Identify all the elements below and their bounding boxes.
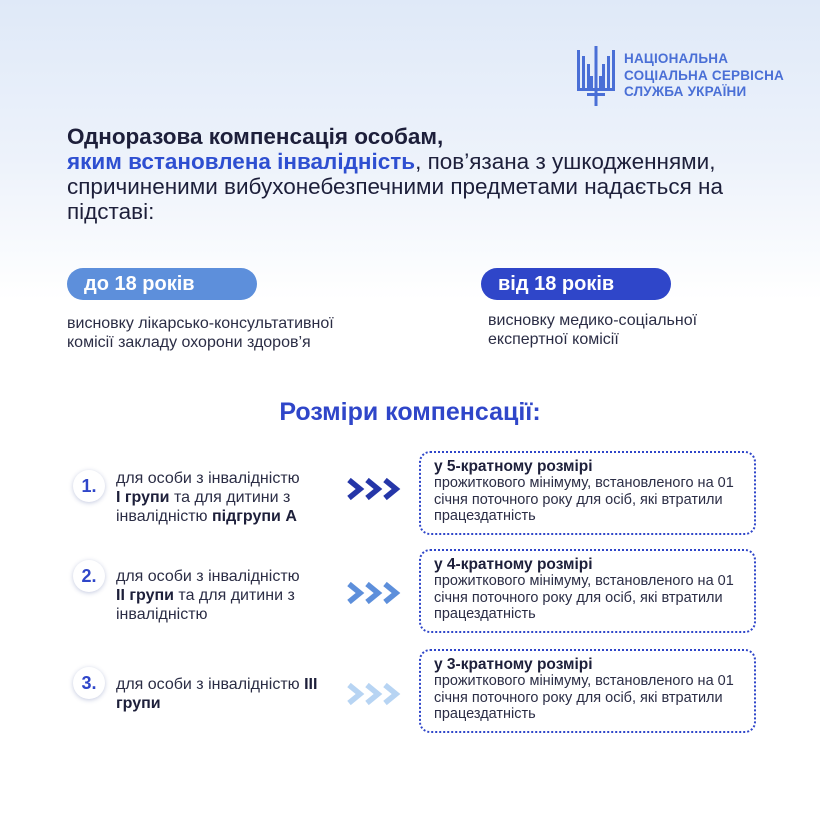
recipient-text	[116, 469, 346, 526]
logo	[576, 46, 784, 106]
recipient-text-part: та для дитини з інвалідністю	[116, 489, 291, 525]
recipient-text	[116, 567, 346, 624]
number-badge: 1.	[73, 470, 105, 502]
compensation-amount: у 3-кратному розмірі	[434, 656, 593, 673]
logo-line: СЛУЖБА УКРАЇНИ	[624, 84, 747, 100]
compensation-amount: у 4-кратному розмірі	[434, 556, 593, 573]
compensation-row-1	[0, 451, 820, 535]
headline	[67, 124, 757, 224]
section-title: Розміри компенсації:	[279, 398, 541, 426]
trident-icon	[576, 46, 616, 106]
recipient-group: II групи	[116, 587, 174, 604]
compensation-box	[419, 549, 756, 633]
recipient-text-part: для особи з інвалідністю	[116, 676, 305, 693]
recipient-group: I групи	[116, 489, 170, 506]
triple-chevron-icon	[346, 581, 404, 605]
compensation-description: прожиткового мінімуму, встановленого на 01 січня поточного року для осіб, які втратили працездатність	[434, 673, 734, 722]
triple-chevron-icon	[346, 477, 404, 501]
note-line: висновку медико-соціальної	[488, 312, 698, 329]
number-badge: 2.	[73, 560, 105, 592]
note-line: висновку лікарсько-консультативної	[67, 315, 334, 332]
recipient-group: III групи	[116, 676, 318, 712]
note-line: експертної комісії	[488, 331, 619, 348]
headline-part-1: Одноразова компенсація особам,	[67, 124, 444, 149]
compensation-description: прожиткового мінімуму, встановленого на 01 січня поточного року для осіб, які втратили працездатність	[434, 475, 734, 524]
compensation-box	[419, 649, 756, 733]
triple-chevron-icon	[346, 682, 404, 706]
recipient-text-part: для особи з інвалідністю	[116, 470, 300, 487]
number-badge: 3.	[73, 667, 105, 699]
note-line: комісії закладу охорони здоров’я	[67, 334, 311, 351]
headline-part-3: , пов’язана з ушкодженнями, спричиненими вибухонебезпечними предметами надається на підставі:	[67, 149, 723, 224]
recipient-text-part: та для дитини з інвалідністю	[116, 587, 295, 623]
compensation-amount: у 5-кратному розмірі	[434, 458, 593, 475]
age-pill-under-18: до 18 років	[67, 268, 257, 300]
compensation-row-3	[0, 649, 820, 733]
compensation-box	[419, 451, 756, 535]
headline-accent: яким встановлена інвалідність	[67, 149, 416, 174]
recipient-subgroup: підгрупи А	[212, 508, 297, 525]
logo-line: НАЦІОНАЛЬНА	[624, 51, 729, 67]
recipient-text	[116, 675, 346, 713]
recipient-text-part: для особи з інвалідністю	[116, 568, 300, 585]
compensation-description: прожиткового мінімуму, встановленого на 01 січня поточного року для осіб, які втратили працездатність	[434, 573, 734, 622]
logo-line: СОЦІАЛЬНА СЕРВІСНА	[624, 67, 784, 83]
compensation-row-2	[0, 549, 820, 633]
age-note-under-18	[67, 314, 427, 352]
age-note-over-18	[488, 311, 778, 349]
logo-text	[624, 51, 784, 101]
age-pill-over-18: від 18 років	[481, 268, 671, 300]
